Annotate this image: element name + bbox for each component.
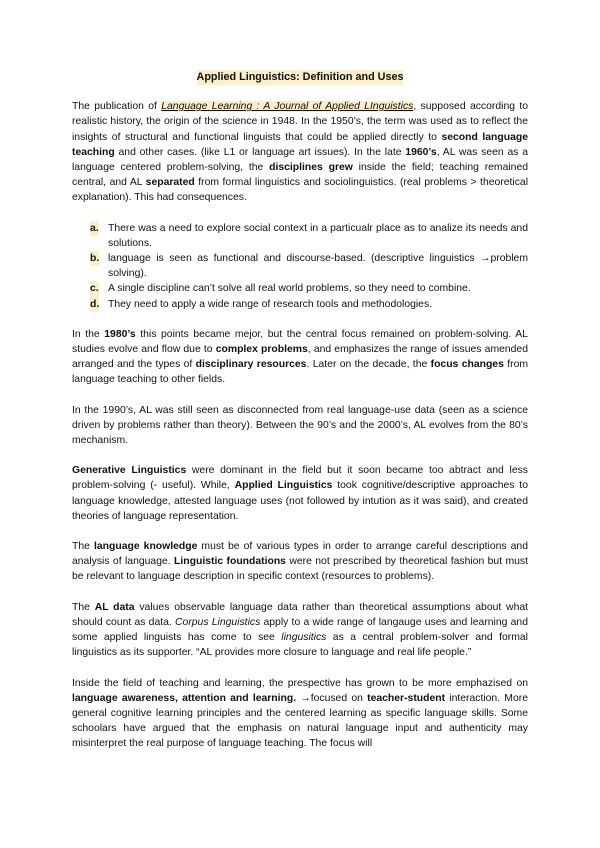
list-marker: a. — [90, 221, 99, 236]
list-item: b. language is seen as functional and discourse-based. (descriptive linguistics →problem solving). — [90, 253, 528, 280]
list-marker: c. — [90, 281, 99, 296]
paragraph-7: Inside the field of teaching and learning, the prespective has grown to be more emphazised on language awareness, attention and learning. →focused on teacher-student interaction. More general cognitive learning principles and the centered learning as specific language skills. Some schoolars have argued that the emphasis on natural language input and authenticity may misinterpret the real purpose of language teaching. The focus will — [72, 677, 528, 750]
paragraph-2: In the 1980’s this points became mejor, but the central focus remained on problem-solving. AL studies evolve and flow due to complex problems, and emphasizes the range of issues amended arranged and the types of disciplinary resources. Later on the decade, the focus changes from language teaching to other fields. — [72, 328, 528, 386]
list-item: a. There was a need to explore social context in a particualr place as to analize its needs and solutions. — [90, 222, 528, 249]
consequences-list — [72, 221, 528, 312]
list-item: d. They need to apply a wide range of research tools and methodologies. — [90, 297, 528, 312]
list-marker: b. — [90, 251, 99, 266]
journal-title: Language Learning : A Journal of Applied LInguistics — [161, 101, 414, 113]
paragraph-3: In the 1990’s, AL was still seen as disconnected from real language-use data (seen as a science driven by problems rather than theory). Between the 90’s and the 2000’s, AL evolves from the 80’s mechanism. — [72, 404, 528, 447]
paragraph-5: The language knowledge must be of various types in order to arrange careful descriptions and analysis of language. Linguistic foundations were not prescribed by theoretical fashion but must be relevant to language description in specific context (resources to problems). — [72, 541, 528, 583]
list-item: c. A single discipline can’t solve all real world problems, so they need to combine. — [90, 281, 528, 296]
title-wrap — [72, 70, 528, 99]
paragraph-6: The AL data values observable language data rather than theoretical assumptions about what should count as data. Corpus Linguistics apply to a wide range of langauge uses and learning and some applied linguists has come to see lingusitics as a central problem-solver and formal linguistics as its supporter. “AL provides more closure to language and real life people.” — [72, 601, 529, 659]
paragraph-1: The publication of Language Learning : A Journal of Applied LInguistics, supposed according to realistic history, the origin of the science in 1948. In the 1950’s, the term was used as to reflect the insights of structural and functional linguists that could be applied directly to second language teaching and other cases. (like L1 or language art issues). In the late 1960’s, AL was seen as a language centered problem-solving, the disciplines grew inside the field; teaching remained central, and AL separated from formal linguistics and sociolinguistics. (real problems > theoretical explanation). This had consequences. — [72, 101, 529, 204]
page-title: Applied Linguistics: Definition and Uses — [197, 70, 404, 85]
paragraph-4: Generative Linguistics were dominant in the field but it soon became too abtract and less problem-solving (- useful). While, Applied Linguistics took cognitive/descriptive approaches to language knowledge, attested language uses (not followed by intution as it was said), and created theories of language representation. — [72, 465, 528, 522]
list-marker: d. — [90, 297, 99, 312]
